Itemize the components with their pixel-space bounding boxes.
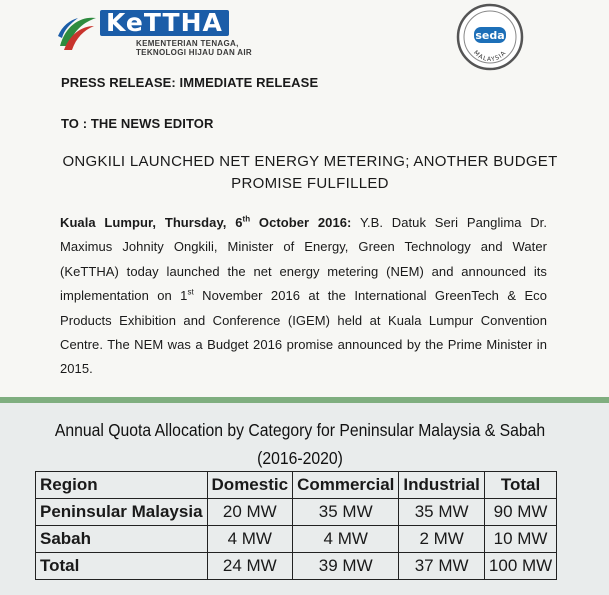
table-row — [36, 526, 557, 553]
body-paragraph — [60, 211, 547, 382]
dateline — [60, 215, 351, 230]
body-text-a: Y.B. Datuk Seri Panglima Dr. Maximus Johnity Ongkili, Minister of Energy, Green Technology and Water (KeTTHA) today launched the net energy metering (NEM) and announced its implementation on 1 — [60, 215, 548, 304]
body-text-b: November 2016 at the International GreenTech & Eco Products Exhibition and Conference (IGEM) held at Kuala Lumpur Convention Centre. The NEM was a Budget 2016 promise announced by the Prime Minister in 2015. — [60, 288, 547, 377]
dateline-sup: th — [242, 214, 251, 224]
seda-seal — [456, 3, 524, 71]
table-title-line-2: (2016-2020) — [257, 448, 343, 468]
table-header-cell: Total — [484, 472, 556, 499]
table-cell: 100 MW — [484, 553, 556, 580]
table-cell: 90 MW — [484, 499, 556, 526]
table-cell: 35 MW — [293, 499, 399, 526]
headline-line-2: PROMISE FULFILLED — [231, 175, 389, 192]
headline — [60, 151, 560, 195]
table-row — [36, 499, 557, 526]
table-header-cell: Commercial — [293, 472, 399, 499]
table-cell: 20 MW — [207, 499, 293, 526]
table-cell: 37 MW — [399, 553, 485, 580]
divider-bar — [0, 397, 609, 403]
table-cell: Peninsular Malaysia — [36, 499, 208, 526]
quota-table — [35, 471, 557, 580]
logo-subtitle-line-1: KEMENTERIAN TENAGA, — [136, 39, 239, 48]
logo-wordmark: KeTTHA — [100, 10, 229, 36]
logo-subtitle — [136, 39, 252, 57]
table-cell: 39 MW — [293, 553, 399, 580]
addressee-label: TO : THE NEWS EDITOR — [61, 116, 214, 131]
table-header-cell: Industrial — [399, 472, 485, 499]
table-cell: 2 MW — [399, 526, 485, 553]
headline-line-1: ONGKILI LAUNCHED NET ENERGY METERING; ANOTHER BUDGET — [62, 153, 558, 170]
seal-name: seda — [475, 29, 505, 42]
table-cell: 4 MW — [293, 526, 399, 553]
table-title-line-1: Annual Quota Allocation by Category for Peninsular Malaysia & Sabah — [54, 420, 546, 440]
table-cell: 10 MW — [484, 526, 556, 553]
table-cell: 4 MW — [207, 526, 293, 553]
table-cell: 35 MW — [399, 499, 485, 526]
logo-subtitle-line-2: TEKNOLOGI HIJAU DAN AIR — [136, 48, 252, 57]
table-header-cell: Domestic — [207, 472, 293, 499]
kettha-logo — [56, 10, 256, 58]
kettha-swoosh-icon — [56, 12, 98, 54]
press-release-label: PRESS RELEASE: IMMEDIATE RELEASE — [61, 75, 319, 90]
table-row — [36, 553, 557, 580]
seda-seal-icon — [456, 3, 524, 71]
table-header-row — [36, 472, 557, 499]
table-cell: Sabah — [36, 526, 208, 553]
seal-country: MALAYSIA — [472, 49, 508, 64]
table-title — [48, 416, 552, 472]
table-cell: 24 MW — [207, 553, 293, 580]
table-header-cell: Region — [36, 472, 208, 499]
table-cell: Total — [36, 553, 208, 580]
dateline-end: October 2016: — [250, 215, 352, 230]
body-text-sup: st — [187, 287, 194, 297]
dateline-start: Kuala Lumpur, Thursday, 6 — [60, 215, 243, 230]
